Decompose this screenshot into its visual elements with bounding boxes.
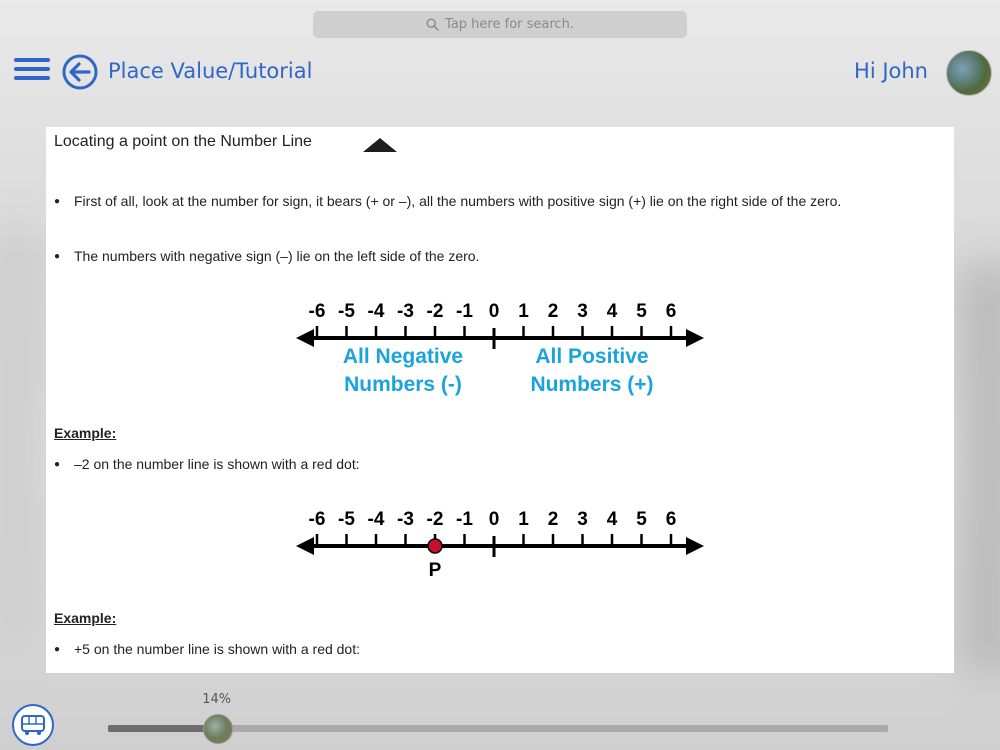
progress-slider-thumb[interactable] [203,714,233,744]
tick-label: -2 [426,301,444,322]
hamburger-menu-icon[interactable] [14,58,50,84]
red-point-dot [428,539,442,553]
bullet-icon: ● [54,251,61,262]
positive-label-line1: All Positive [535,345,649,368]
tick-label: 4 [606,509,618,530]
example-label-1: Example: [54,425,117,441]
tick-label: -3 [397,301,414,322]
negative-label-line1: All Negative [342,345,464,368]
negative-label-line2: Numbers (-) [344,373,462,396]
bullet-icon: ● [54,196,61,207]
search-bar[interactable] [313,11,687,38]
progress-percent-label: 14% [202,692,232,707]
bullet-icon: ● [54,459,61,470]
number-line-diagram [294,293,706,403]
bus-icon[interactable] [12,704,54,746]
search-icon [426,18,439,31]
positive-label-line2: Numbers (+) [530,373,654,396]
example-text-1 [54,456,360,474]
number-line-tick-labels [309,509,677,530]
search-placeholder: Tap here for search. [445,17,574,32]
bullet-icon: ● [54,644,61,655]
section-title: Locating a point on the Number Line [54,133,312,150]
tick-label: 4 [606,301,618,322]
tick-label: 0 [488,509,500,530]
tick-label: 2 [547,509,559,530]
tick-label: 3 [577,509,588,530]
tick-label: -3 [397,509,414,530]
user-greeting: Hi John [854,59,928,83]
tick-label: -6 [308,509,326,530]
example-label-2: Example: [54,610,117,626]
bullet-text: The numbers with negative sign (–) lie on the left side of the zero. [74,248,480,264]
page-title: Place Value/Tutorial [108,59,313,83]
left-arrowhead-icon [296,537,314,555]
tick-label: 2 [547,301,559,322]
background-blur-left [0,230,50,650]
tick-label: 5 [636,509,647,530]
tick-label: 6 [665,509,677,530]
bullet-item-1 [54,193,841,211]
tick-label: 1 [518,509,529,530]
tick-label: 5 [636,301,647,322]
tick-label: 6 [665,301,677,322]
bullet-text: First of all, look at the number for sign, it bears (+ or –), all the numbers with positive sign (+) lie on the right side of the zero. [74,193,842,209]
number-line-with-point-diagram [294,501,706,581]
tick-label: -1 [456,509,473,530]
right-arrowhead-icon [686,537,704,555]
tick-label: 0 [488,301,500,322]
back-arrow-icon[interactable] [62,54,98,90]
bullet-item-2 [54,248,479,266]
tick-label: -2 [426,509,444,530]
tick-label: -4 [367,509,385,530]
progress-slider-fill [108,725,217,732]
tick-label: -1 [456,301,473,322]
tick-label: -4 [367,301,385,322]
tick-label: 1 [518,301,529,322]
background-blur-right [955,260,1000,680]
example-text-2 [54,641,360,659]
tick-label: -5 [338,301,355,322]
bullet-text: –2 on the number line is shown with a red dot: [74,456,360,472]
triangle-up-icon[interactable] [362,137,398,153]
number-line-tick-labels [309,301,677,322]
point-label: P [428,560,442,581]
left-arrowhead-icon [296,329,314,347]
right-arrowhead-icon [686,329,704,347]
avatar[interactable] [946,50,992,96]
tick-label: -6 [308,301,326,322]
bullet-text: +5 on the number line is shown with a red dot: [74,641,361,657]
tick-label: -5 [338,509,355,530]
tutorial-content-card [46,127,954,673]
tick-label: 3 [577,301,588,322]
